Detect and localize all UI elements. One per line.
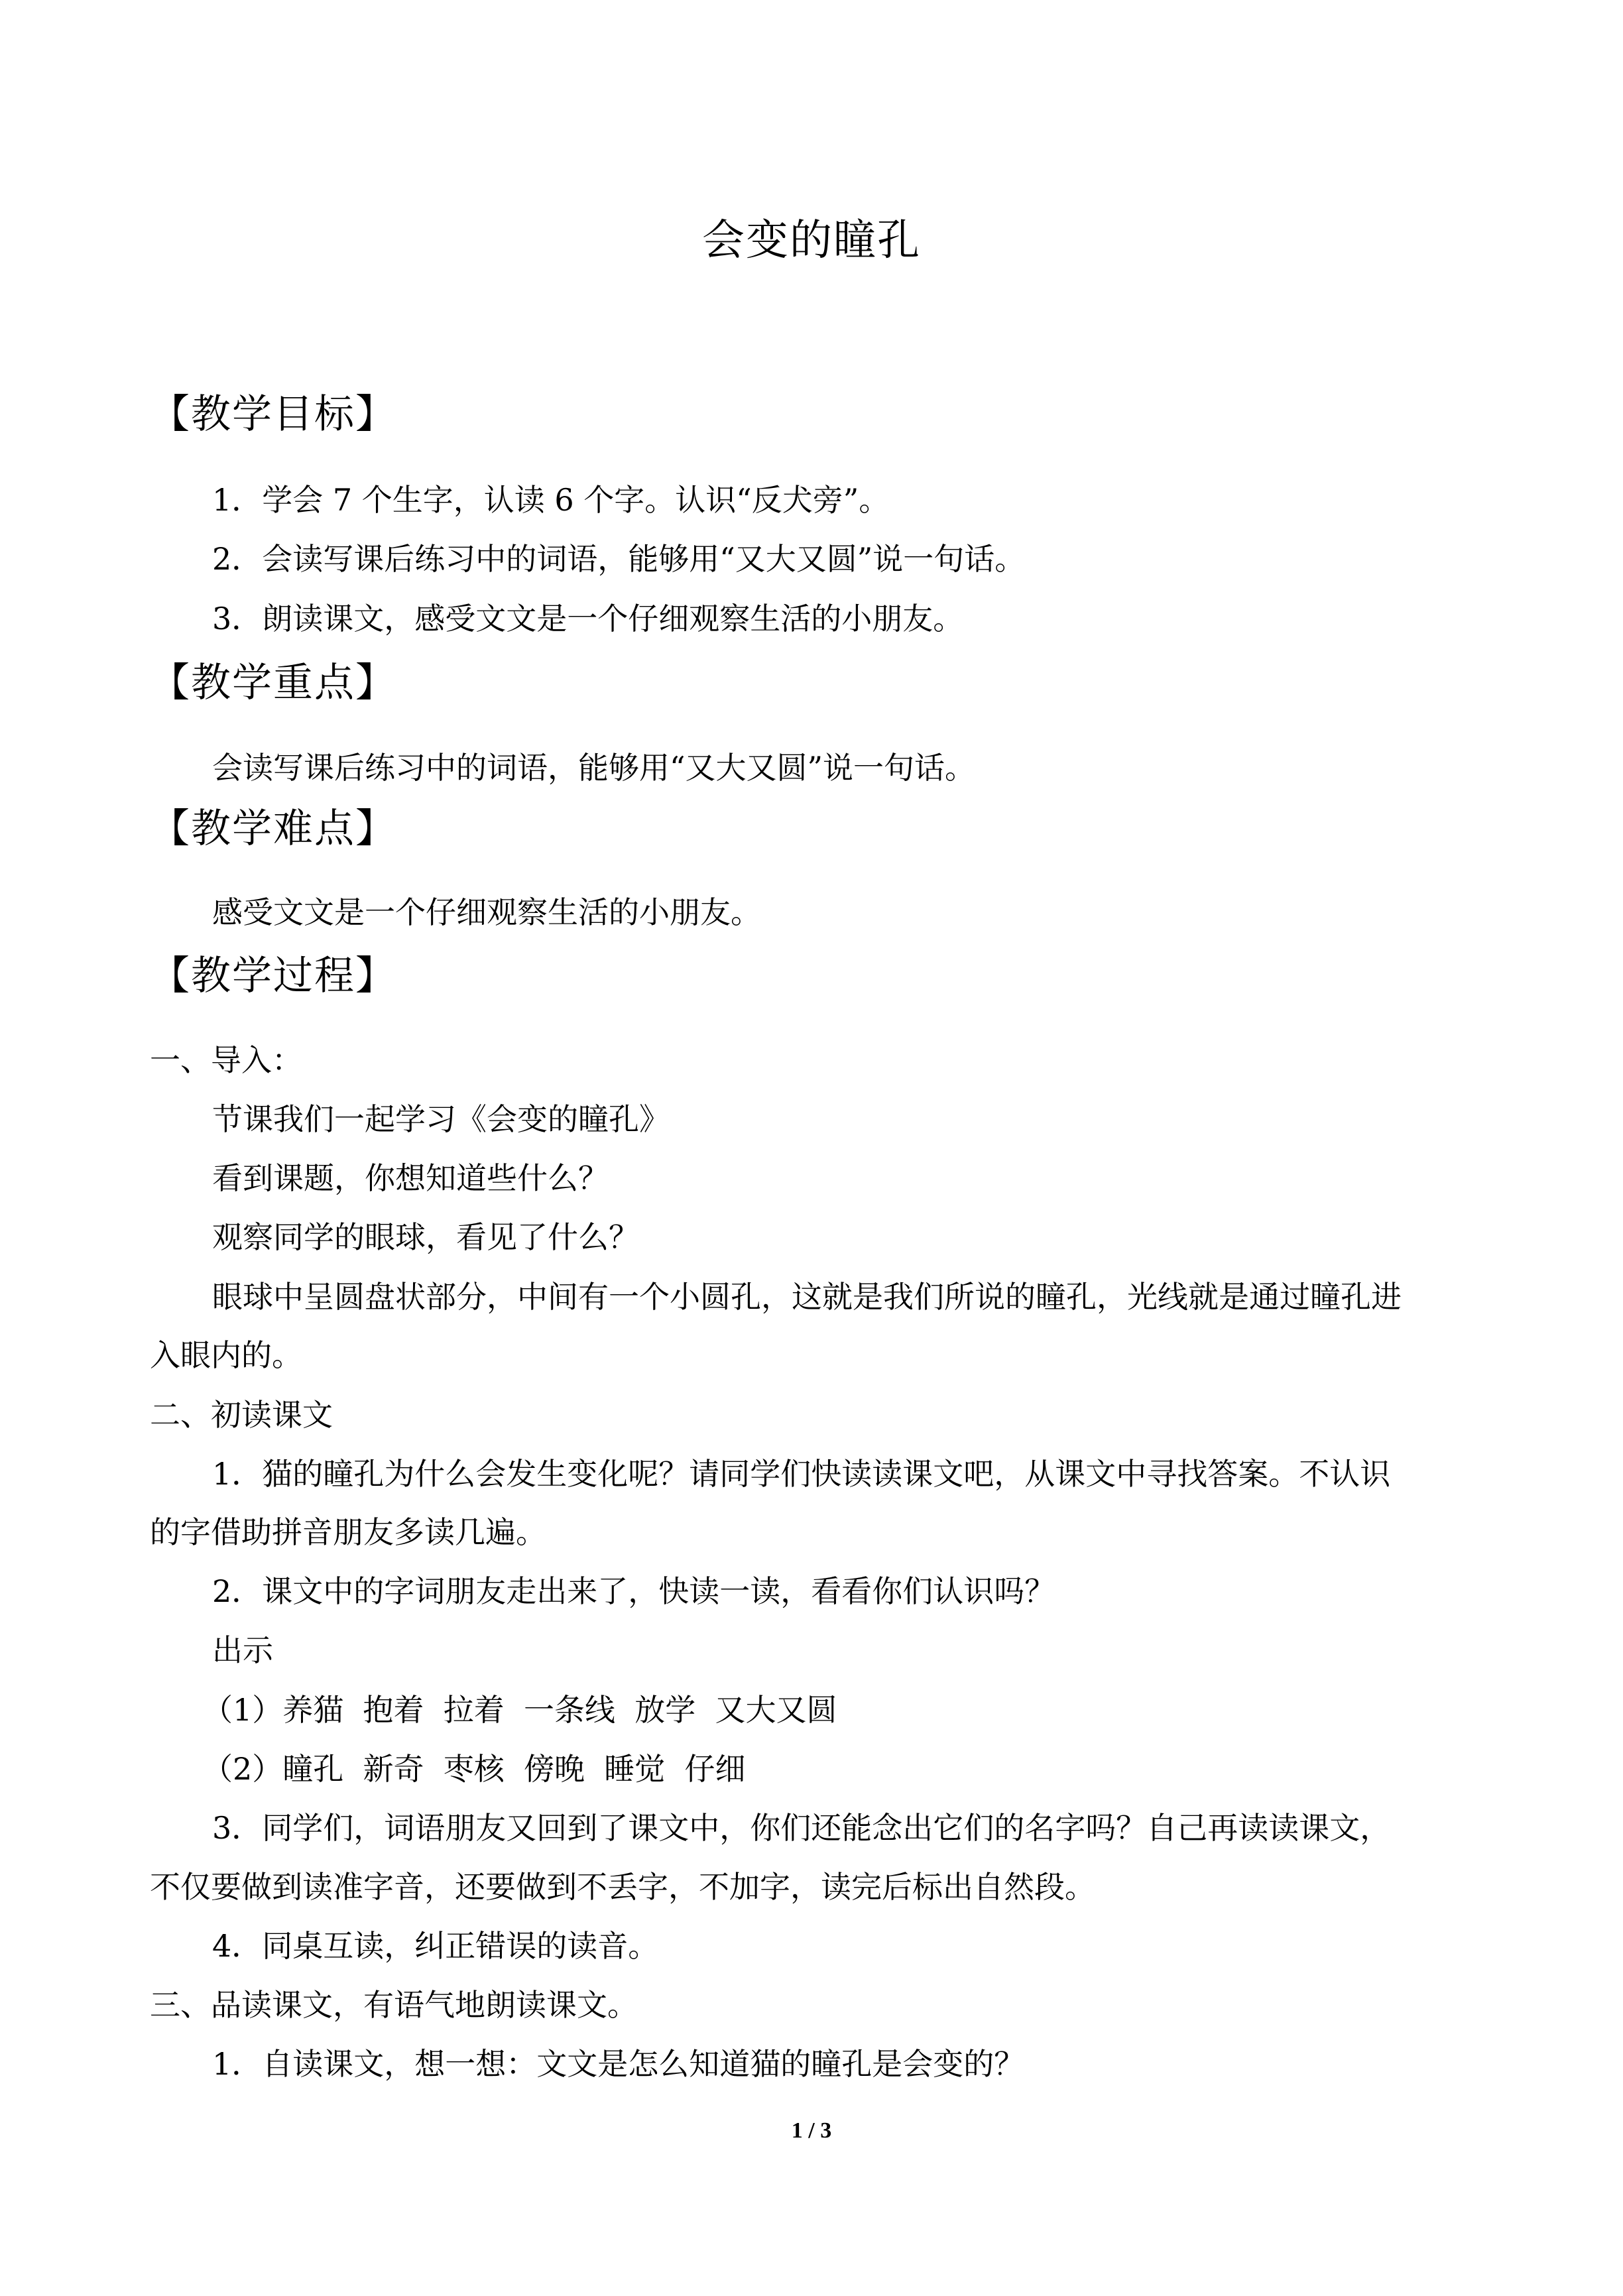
process-part1-paragraph-line2: 入眼内的。 <box>150 1337 302 1373</box>
process-part2-item1-line2: 的字借助拼音朋友多读几遍。 <box>150 1514 546 1550</box>
process-part2-heading: 二、初读课文 <box>150 1397 333 1433</box>
section-heading-key: 【教学重点】 <box>150 660 396 706</box>
goal-item-3: 3．朗读课文，感受文文是一个仔细观察生活的小朋友。 <box>212 601 964 636</box>
process-part2-show: 出示 <box>212 1632 273 1668</box>
process-part3-heading: 三、品读课文，有语气地朗读课文。 <box>150 1987 638 2023</box>
process-part2-item3-line2: 不仅要做到读准字音，还要做到不丢字，不加字，读完后标出自然段。 <box>150 1869 1095 1905</box>
section-heading-difficult: 【教学难点】 <box>150 806 396 852</box>
section-heading-goals: 【教学目标】 <box>150 391 396 438</box>
process-part2-item2: 2．课文中的字词朋友走出来了，快读一读，看看你们认识吗？ <box>212 1573 1055 1609</box>
page-number: 1 / 3 <box>791 2118 832 2143</box>
process-part1-heading: 一、导入： <box>150 1042 302 1078</box>
process-part2-item4: 4．同桌互读，纠正错误的读音。 <box>212 1928 659 1964</box>
document-title: 会变的瞳孔 <box>702 216 921 265</box>
key-point-text: 会读写课后练习中的词语，能够用“又大又圆”说一句话。 <box>212 750 976 786</box>
section-heading-process: 【教学过程】 <box>150 953 396 999</box>
goal-item-2: 2．会读写课后练习中的词语，能够用“又大又圆”说一句话。 <box>212 541 1026 577</box>
difficult-point-text: 感受文文是一个仔细观察生活的小朋友。 <box>212 894 761 930</box>
process-part1-line: 看到课题，你想知道些什么？ <box>212 1160 609 1196</box>
goal-item-1: 1．学会 7 个生字，认读 6 个字。认识“反犬旁”。 <box>212 482 890 518</box>
process-part2-words-2: （2）瞳孔 新奇 枣核 傍晚 睡觉 仔细 <box>202 1751 746 1787</box>
process-part2-words-1: （1）养猫 抱着 拉着 一条线 放学 又大又圆 <box>202 1692 837 1728</box>
process-part1-paragraph-line1: 眼球中呈圆盘状部分，中间有一个小圆孔，这就是我们所说的瞳孔，光线就是通过瞳孔进 <box>212 1279 1402 1315</box>
process-part3-item1: 1．自读课文，想一想：文文是怎么知道猫的瞳孔是会变的？ <box>212 2046 1025 2082</box>
process-part2-item3-line1: 3．同学们，词语朋友又回到了课文中，你们还能念出它们的名字吗？自己再读读课文， <box>212 1810 1391 1846</box>
process-part2-item1-line1: 1．猫的瞳孔为什么会发生变化呢？请同学们快读读课文吧，从课文中寻找答案。不认识 <box>212 1456 1391 1492</box>
process-part1-line: 节课我们一起学习《会变的瞳孔》 <box>212 1101 670 1137</box>
process-part1-line: 观察同学的眼球，看见了什么？ <box>212 1219 639 1255</box>
